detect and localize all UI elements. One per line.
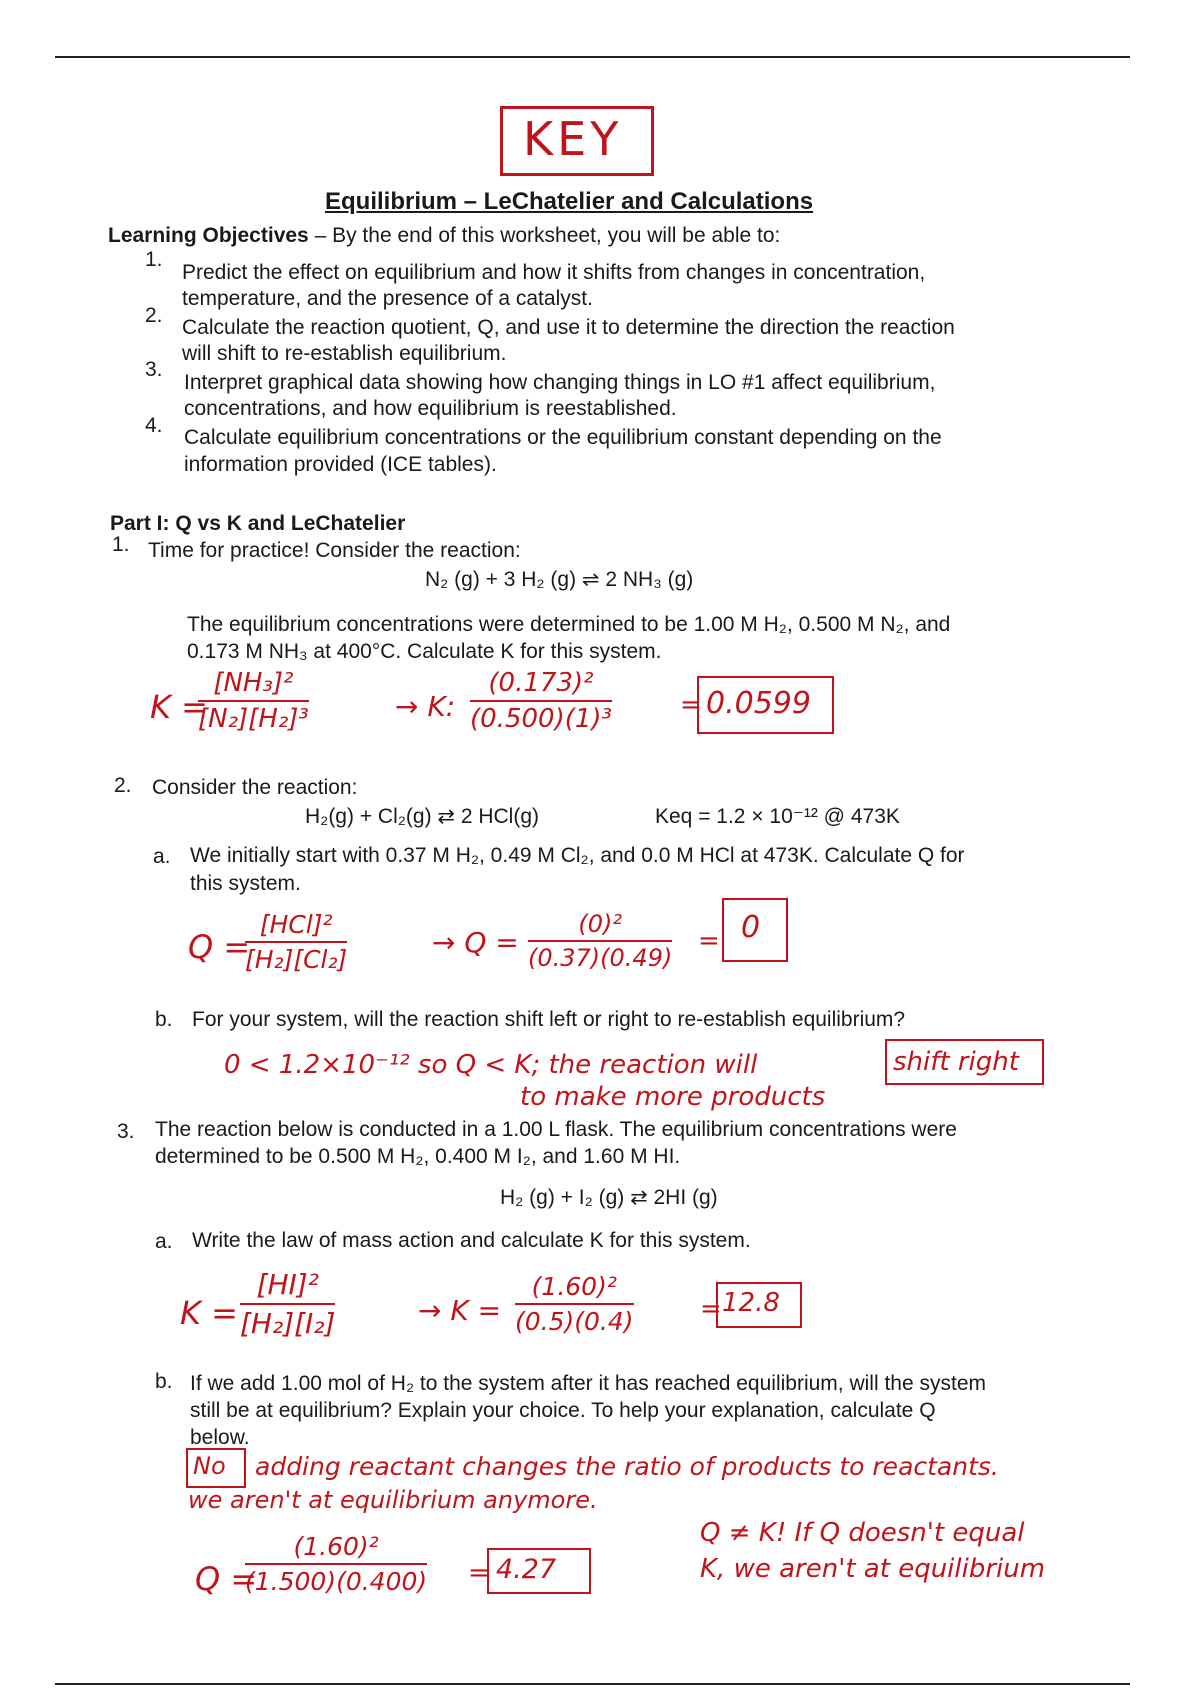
q2a-result: 0	[741, 910, 761, 945]
q1-number: 1.	[112, 533, 130, 556]
q2-reaction: H₂(g) + Cl₂(g) ⇄ 2 HCl(g)	[305, 805, 540, 828]
q3b-note-line1: Q ≠ K! If Q doesn't equal	[700, 1518, 1025, 1548]
q3b-no: No	[193, 1452, 226, 1480]
objective-text: Interpret graphical data showing how changing things in LO #1 affect equilibrium,	[184, 371, 936, 394]
q3a-label: a.	[155, 1230, 173, 1253]
q2a-answer-arrow: → Q =	[432, 926, 519, 959]
q2-keq: Keq = 1.2 × 10⁻¹² @ 473K	[655, 805, 900, 828]
q3-text: The reaction below is conducted in a 1.00 L flask. The equilibrium concentrations were	[155, 1118, 957, 1141]
q3a-denominator: [H₂][I₂]	[240, 1307, 336, 1340]
q2b-answer: 0 < 1.2×10⁻¹² so Q < K; the reaction will	[224, 1050, 758, 1080]
bottom-rule	[55, 1683, 1130, 1685]
q2-prompt: Consider the reaction:	[152, 776, 358, 799]
q1-value-denominator: (0.500)(1)³	[470, 704, 612, 734]
q1-result: 0.0599	[706, 686, 811, 721]
q3b-answer-line1: adding reactant changes the ratio of products to reactants.	[255, 1452, 999, 1481]
q1-reaction: N₂ (g) + 3 H₂ (g) ⇌ 2 NH₃ (g)	[425, 568, 694, 591]
q3b-denominator: (1.500)(0.400)	[245, 1567, 428, 1596]
q1-fraction-expression	[198, 668, 309, 734]
objective-number: 1.	[145, 248, 163, 271]
q1-numerator: [NH₃]²	[198, 668, 309, 702]
q2a-answer-lhs: Q =	[188, 928, 251, 966]
q3-number: 3.	[117, 1120, 135, 1143]
q3a-answer-arrow: → K =	[418, 1294, 502, 1327]
q2b-answer-boxed: shift right	[893, 1047, 1019, 1077]
q3b-text: still be at equilibrium? Explain your choice. To help your explanation, calculate Q	[190, 1399, 936, 1422]
q3b-numerator: (1.60)²	[245, 1532, 427, 1565]
objective-text: Predict the effect on equilibrium and how it shifts from changes in concentration,	[182, 261, 926, 284]
q3a-result: 12.8	[722, 1288, 780, 1318]
top-rule	[55, 56, 1130, 58]
q1-prompt: Time for practice! Consider the reaction:	[148, 539, 521, 562]
q3b-result: 4.27	[496, 1554, 557, 1585]
q3b-text: below.	[190, 1426, 250, 1449]
q2a-numerator: [HCl]²	[245, 910, 347, 943]
q2a-value-numerator: (0)²	[528, 910, 672, 942]
objectives-intro: – By the end of this worksheet, you will be able to:	[314, 224, 781, 247]
objective-number: 2.	[145, 304, 163, 327]
q3a-fraction-values	[515, 1272, 634, 1336]
q3a-fraction-expression	[240, 1268, 335, 1340]
q3b-text: If we add 1.00 mol of H₂ to the system after it has reached equilibrium, will the system	[190, 1372, 987, 1395]
q2b-answer-line2: to make more products	[520, 1082, 826, 1112]
q2a-text: We initially start with 0.37 M H₂, 0.49 M Cl₂, and 0.0 M HCl at 473K. Calculate Q for	[190, 844, 965, 867]
q2a-equals: =	[698, 926, 720, 956]
objectives-heading: Learning Objectives	[108, 224, 309, 247]
objective-number: 3.	[145, 358, 163, 381]
part1-heading: Part I: Q vs K and LeChatelier	[110, 512, 406, 535]
objective-text: will shift to re-establish equilibrium.	[182, 342, 507, 365]
q1-answer-lhs: K =	[150, 688, 208, 726]
q1-answer-arrow: → K:	[395, 690, 456, 723]
objective-number: 4.	[145, 414, 163, 437]
q1-fraction-values	[470, 668, 612, 734]
q1-denominator: [N₂][H₂]³	[198, 704, 309, 734]
q3b-label: b.	[155, 1370, 173, 1393]
q3a-equals: =	[700, 1294, 722, 1324]
q3a-value-numerator: (1.60)²	[515, 1272, 634, 1305]
q3a-answer-lhs: K =	[180, 1294, 238, 1332]
q3a-text: Write the law of mass action and calculate K for this system.	[192, 1229, 751, 1252]
q2-number: 2.	[114, 774, 132, 797]
q3a-value-denominator: (0.5)(0.4)	[515, 1307, 634, 1336]
objective-text: information provided (ICE tables).	[184, 453, 497, 476]
q3a-numerator: [HI]²	[240, 1268, 335, 1305]
q3-reaction: H₂ (g) + I₂ (g) ⇄ 2HI (g)	[500, 1186, 718, 1209]
q2a-fraction-values	[528, 910, 672, 972]
q2b-text: For your system, will the reaction shift left or right to re-establish equilibrium?	[192, 1008, 906, 1031]
q2a-label: a.	[153, 845, 171, 868]
q1-text: The equilibrium concentrations were determined to be 1.00 M H₂, 0.500 M N₂, and	[187, 613, 951, 636]
page-title: Equilibrium – LeChatelier and Calculations	[325, 188, 814, 215]
key-label: KEY	[523, 112, 623, 166]
q3b-answer-line2: we aren't at equilibrium anymore.	[188, 1486, 598, 1514]
q1-equals: =	[680, 690, 702, 720]
q3b-fraction	[245, 1532, 427, 1596]
q1-value-numerator: (0.173)²	[470, 668, 612, 702]
q1-text: 0.173 M NH₃ at 400°C. Calculate K for this system.	[187, 640, 662, 663]
objective-text: Calculate the reaction quotient, Q, and use it to determine the direction the reaction	[182, 316, 955, 339]
q3-text: determined to be 0.500 M H₂, 0.400 M I₂, and 1.60 M HI.	[155, 1145, 681, 1168]
q2a-fraction-expression	[245, 910, 347, 974]
q2b-label: b.	[155, 1008, 173, 1031]
q3b-equals: =	[468, 1558, 490, 1588]
q3b-note-line2: K, we aren't at equilibrium	[700, 1554, 1046, 1584]
objective-text: Calculate equilibrium concentrations or the equilibrium constant depending on the	[184, 426, 942, 449]
objective-text: concentrations, and how equilibrium is reestablished.	[184, 397, 677, 420]
objective-text: temperature, and the presence of a catalyst.	[182, 287, 593, 310]
q3b-q-lhs: Q =	[195, 1560, 258, 1598]
q2a-denominator: [H₂][Cl₂]	[245, 945, 348, 974]
q2a-value-denominator: (0.37)(0.49)	[528, 944, 673, 972]
objectives-line	[108, 222, 780, 249]
q2a-text: this system.	[190, 872, 301, 895]
